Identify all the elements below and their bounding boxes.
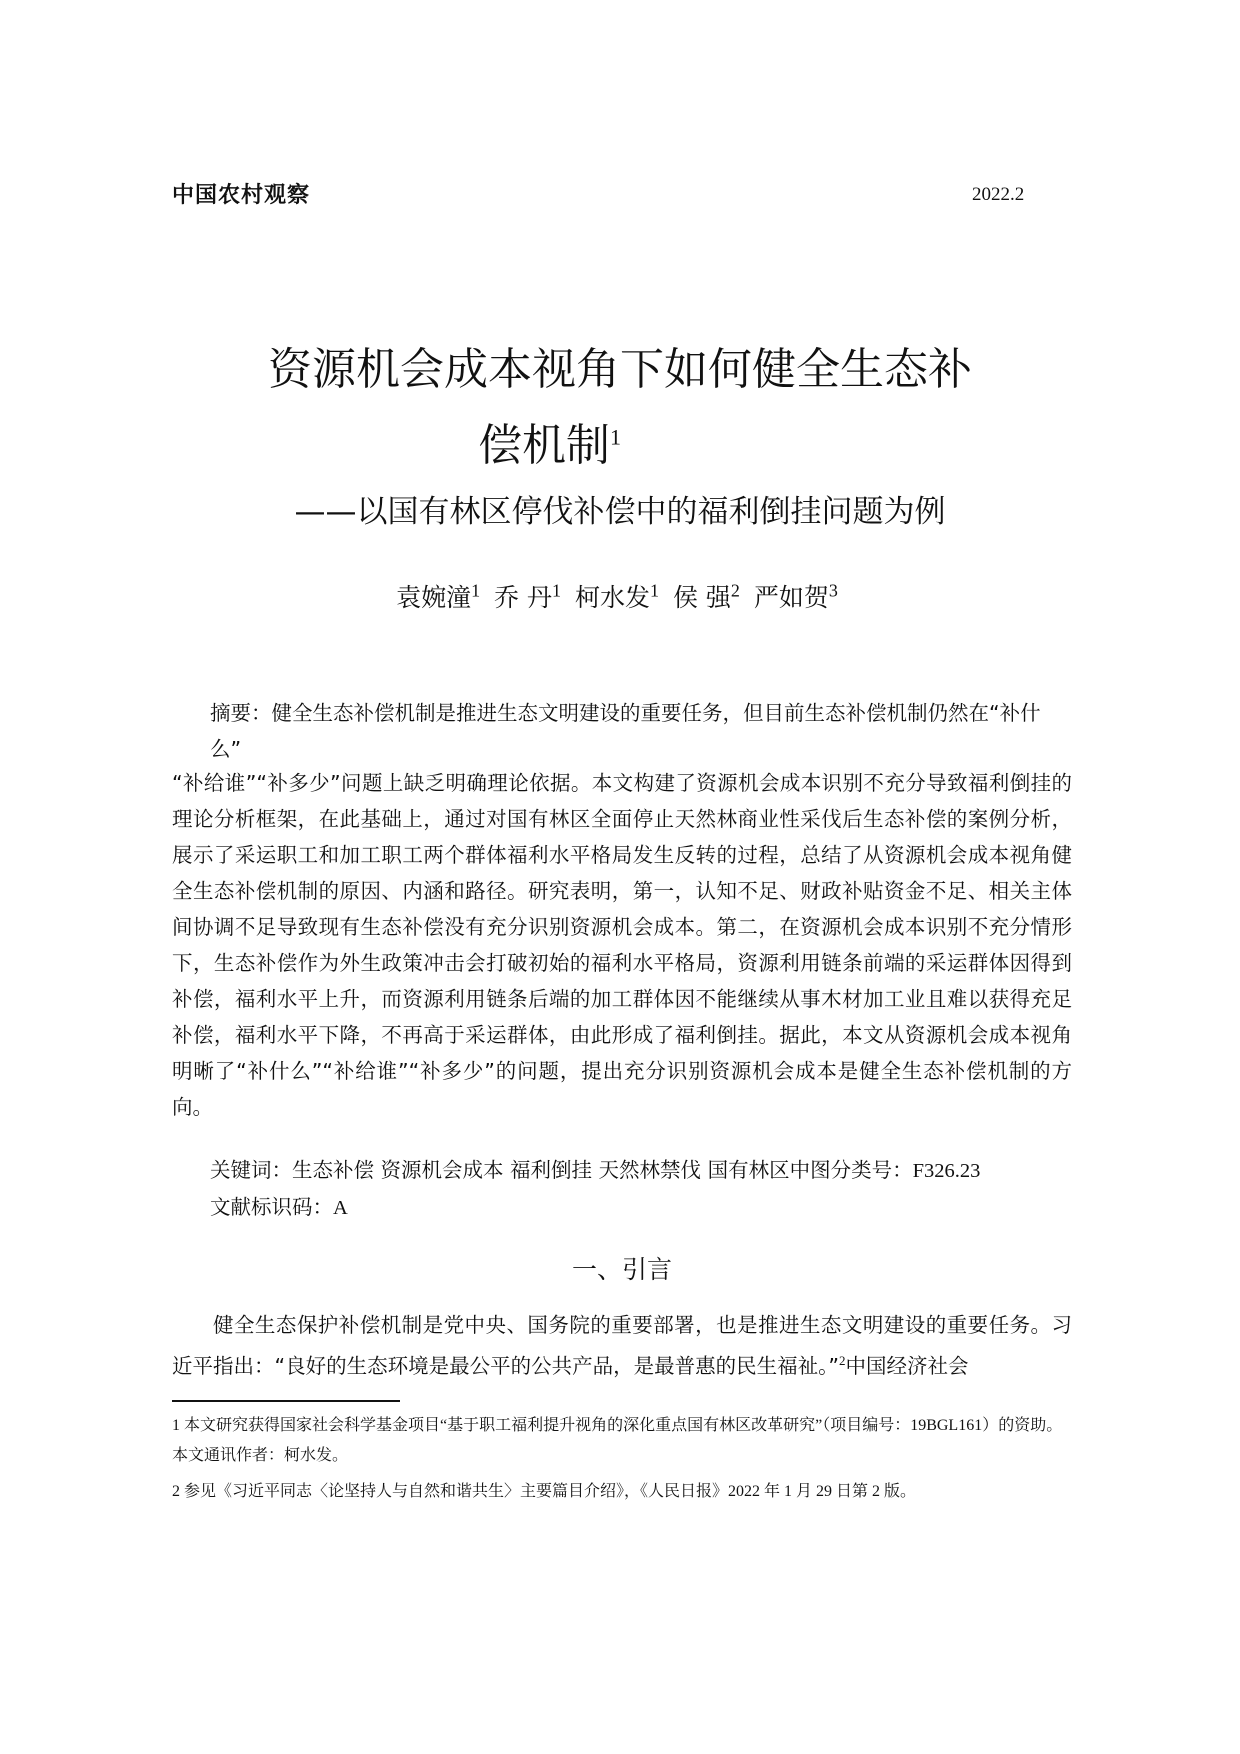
subtitle: ——以国有林区停伐补偿中的福利倒挂问题为例 [294,494,946,530]
abstract-body: “补给谁”“补多少”问题上缺乏明确理论依据。本文构建了资源机会成本识别不充分导致福利倒挂的理论分析框架，在此基础上，通过对国有林区全面停止天然林商业性采伐后生态补偿的案例分析，展示了采运职工和加工职工两个群体福利水平格局发生反转的过程，总结了从资源机会成本视角健全生态补偿机制的原因、内涵和路径。研究表明，第一，认知不足、财政补贴资金不足、相关主体间协调不足导致现有生态补偿没有充分识别资源机会成本。第二，在资源机会成本识别不充分情形下，生态补偿作为外生政策冲击会打破初始的福利水平格局，资源利用链条前端的采运群体因得到补偿，福利水平上升，而资源利用链条后端的加工群体因不能继续从事木材加工业且难以获得充足补偿，福利水平下降，不再高于采运群体，由此形成了福利倒挂。据此，本文从资源机会成本视角明晰了“补什么”“补给谁”“补多少”的问题，提出充分识别资源机会成本是健全生态补偿机制的方向。 [172,771,1072,1119]
footnote-divider [172,1400,400,1402]
title-footnote-mark[interactable]: 1 [610,424,621,450]
author: 乔 丹$^1$ [494,580,562,612]
intro-paragraph [172,1307,1072,1384]
keywords-label: 关键词： [210,1158,292,1182]
issue-number: 2022.2 [972,184,1025,205]
intro-footnote-mark[interactable]: 2 [839,1353,846,1368]
title-line-2 [478,414,621,478]
abstract-first-line: 摘要：健全生态补偿机制是推进生态文明建设的重要任务，但目前生态补偿机制仍然在“补什么” [210,701,1041,761]
doc-code-value: A [333,1197,348,1219]
title-line-2-text: 偿机制 [478,420,610,471]
footnote-1: 1 本文研究获得国家社会科学基金项目“基于职工福利提升视角的深化重点国有林区改革研究”（项目编号：19BGL161）的资助。本文通讯作者：柯水发。 [172,1417,1063,1464]
doc-code-label: 文献标识码： [210,1195,333,1219]
journal-name: 中国农村观察 [172,183,311,208]
author: 柯水发$^1$ [574,580,659,612]
section-heading: 一、引言 [571,1255,672,1284]
intro-text: 健全生态保护补偿机制是党中央、国务院的重要部署，也是推进生态文明建设的重要任务。习近平指出：“良好的生态环境是最公平的公共产品，是最普惠的民生福祉。” [172,1313,1072,1378]
author: 严如贺$^3$ [753,580,838,612]
clc-code: F326.23 [912,1160,981,1182]
intro-tail: 中国经济社会 [845,1353,969,1378]
keywords [210,1153,980,1183]
author: 侯 强$^2$ [672,580,740,612]
footnote-2: 2 参见《习近平同志〈论坚持人与自然和谐共生〉主要篇目介绍》，《人民日报》2022 年 1 月 29 日第 2 版。 [172,1483,917,1500]
author-list [200,580,1040,616]
keywords-text: 生态补偿 资源机会成本 福利倒挂 天然林禁伐 国有林区 [292,1158,790,1182]
document-code [210,1190,348,1220]
clc-label: 中图分类号： [789,1158,913,1182]
author: 袁婉潼$^1$ [396,580,481,612]
title-line-1: 资源机会成本视角下如何健全生态补 [268,344,972,395]
